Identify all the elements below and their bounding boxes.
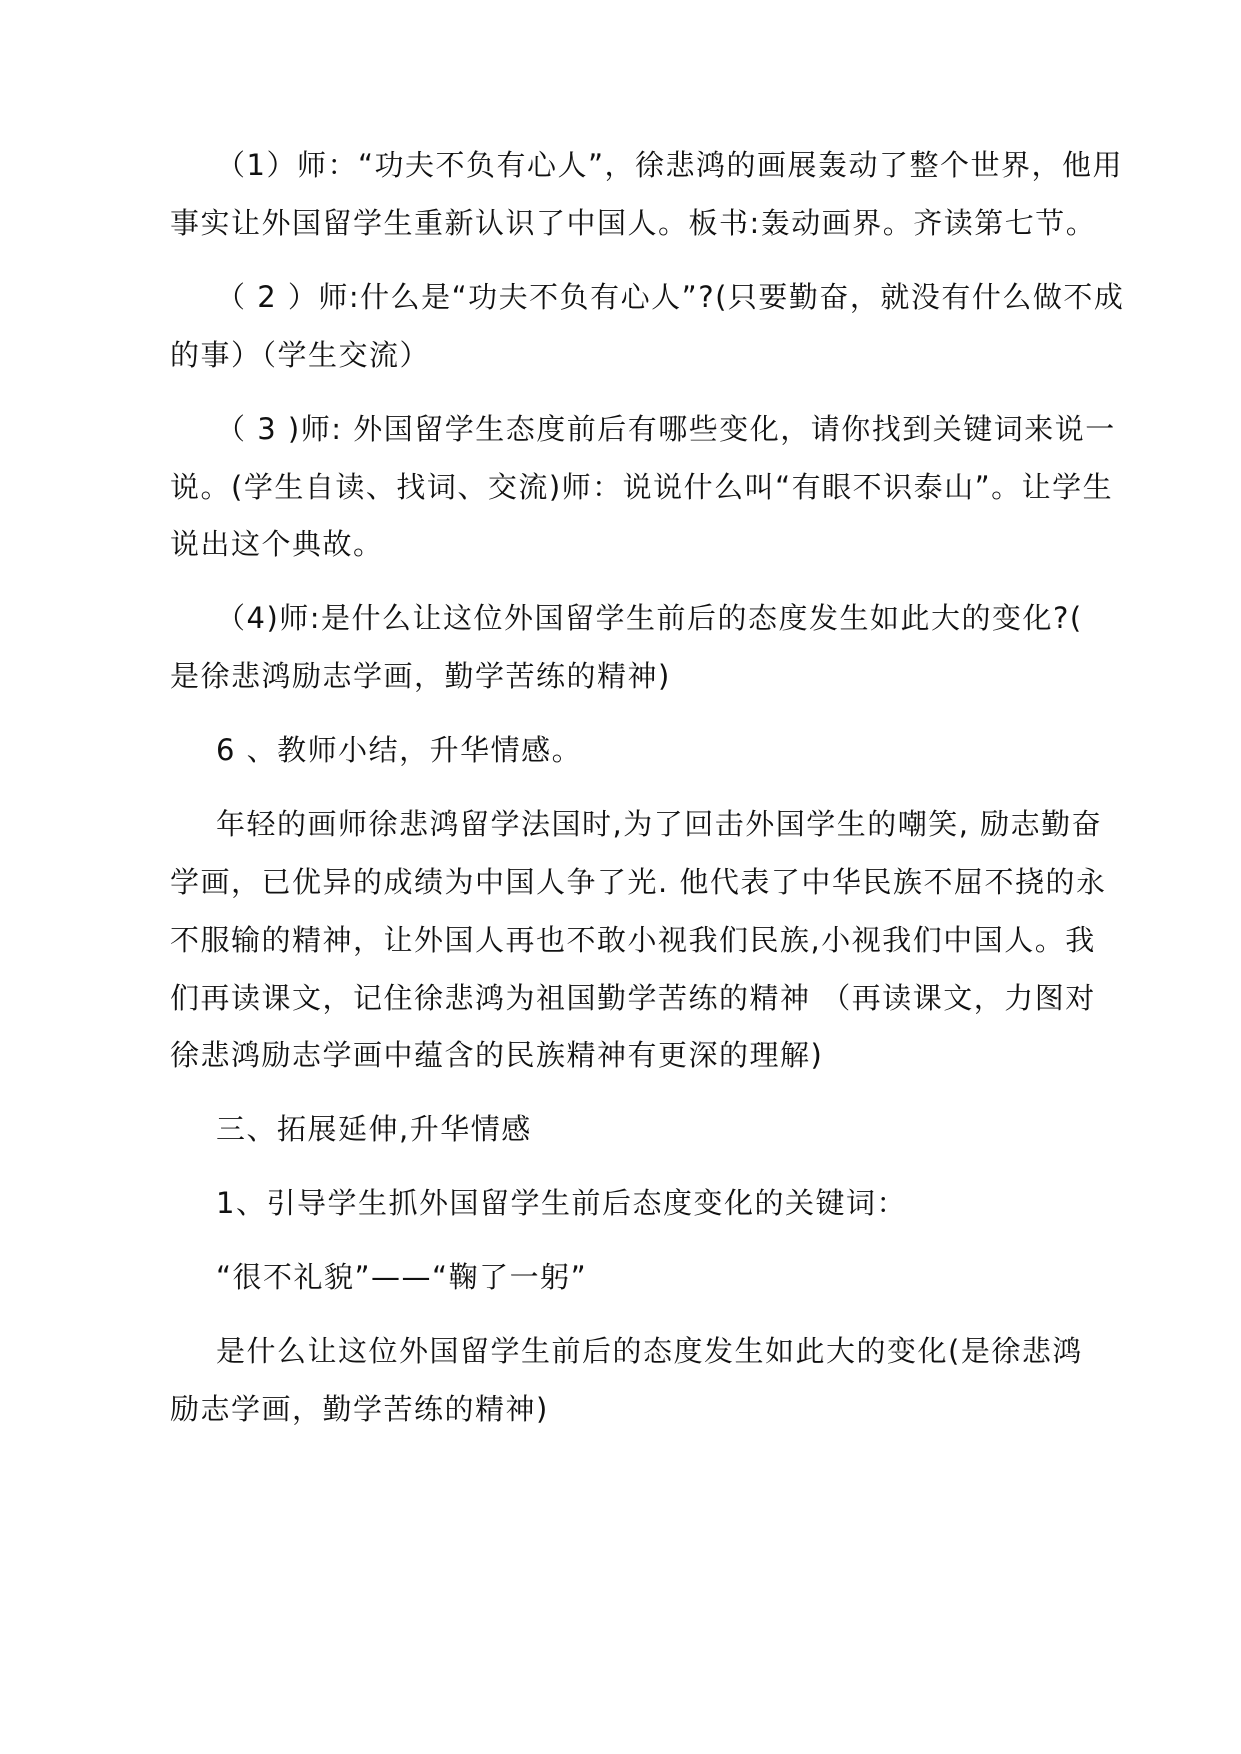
paragraph-line: 是什么让这位外国留学生前后的态度发生如此大的变化(是徐悲鸿 xyxy=(216,1334,1083,1368)
paragraph-line: 不服输的精神，让外国人再也不敢小视我们民族,小视我们中国人。我 xyxy=(170,923,1096,957)
paragraph-line: 年轻的画师徐悲鸿留学法国时,为了回击外国学生的嘲笑, 励志勤奋 xyxy=(216,807,1103,841)
paragraph-line: （ 2 ）师:什么是“功夫不负有心人”?(只要勤奋，就没有什么做不成 xyxy=(216,280,1125,314)
paragraph-line: 学画，已优异的成绩为中国人争了光. 他代表了中华民族不屈不挠的永 xyxy=(170,865,1107,899)
section-heading: 6 、教师小结，升华情感。 xyxy=(216,733,583,767)
paragraph-line: 徐悲鸿励志学画中蕴含的民族精神有更深的理解) xyxy=(170,1038,824,1072)
section-heading: 三、拓展延伸,升华情感 xyxy=(216,1112,532,1146)
paragraph-line: 的事）（学生交流） xyxy=(170,338,431,372)
paragraph-line: （ 3 )师: 外国留学生态度前后有哪些变化，请你找到关键词来说一 xyxy=(216,412,1116,446)
paragraph-line: 们再读课文，记住徐悲鸿为祖国勤学苦练的精神 （再读课文，力图对 xyxy=(170,981,1096,1015)
paragraph-line: “很不礼貌”——“鞠了一躬” xyxy=(216,1260,588,1294)
paragraph-line: 事实让外国留学生重新认识了中国人。板书:轰动画界。齐读第七节。 xyxy=(170,206,1097,240)
paragraph-line: 是徐悲鸿励志学画，勤学苦练的精神) xyxy=(170,659,671,693)
paragraph-line: 励志学画，勤学苦练的精神) xyxy=(170,1392,549,1426)
paragraph-line: 说出这个典故。 xyxy=(170,527,384,561)
paragraph-line: （4)师:是什么让这位外国留学生前后的态度发生如此大的变化?( xyxy=(216,601,1083,635)
paragraph-line: 说。(学生自读、找词、交流)师：说说什么叫“有眼不识泰山”。让学生 xyxy=(170,470,1114,504)
paragraph-line: （1）师：“功夫不负有心人”，徐悲鸿的画展轰动了整个世界，他用 xyxy=(216,148,1123,182)
paragraph-line: 1、引导学生抓外国留学生前后态度变化的关键词： xyxy=(216,1186,907,1220)
